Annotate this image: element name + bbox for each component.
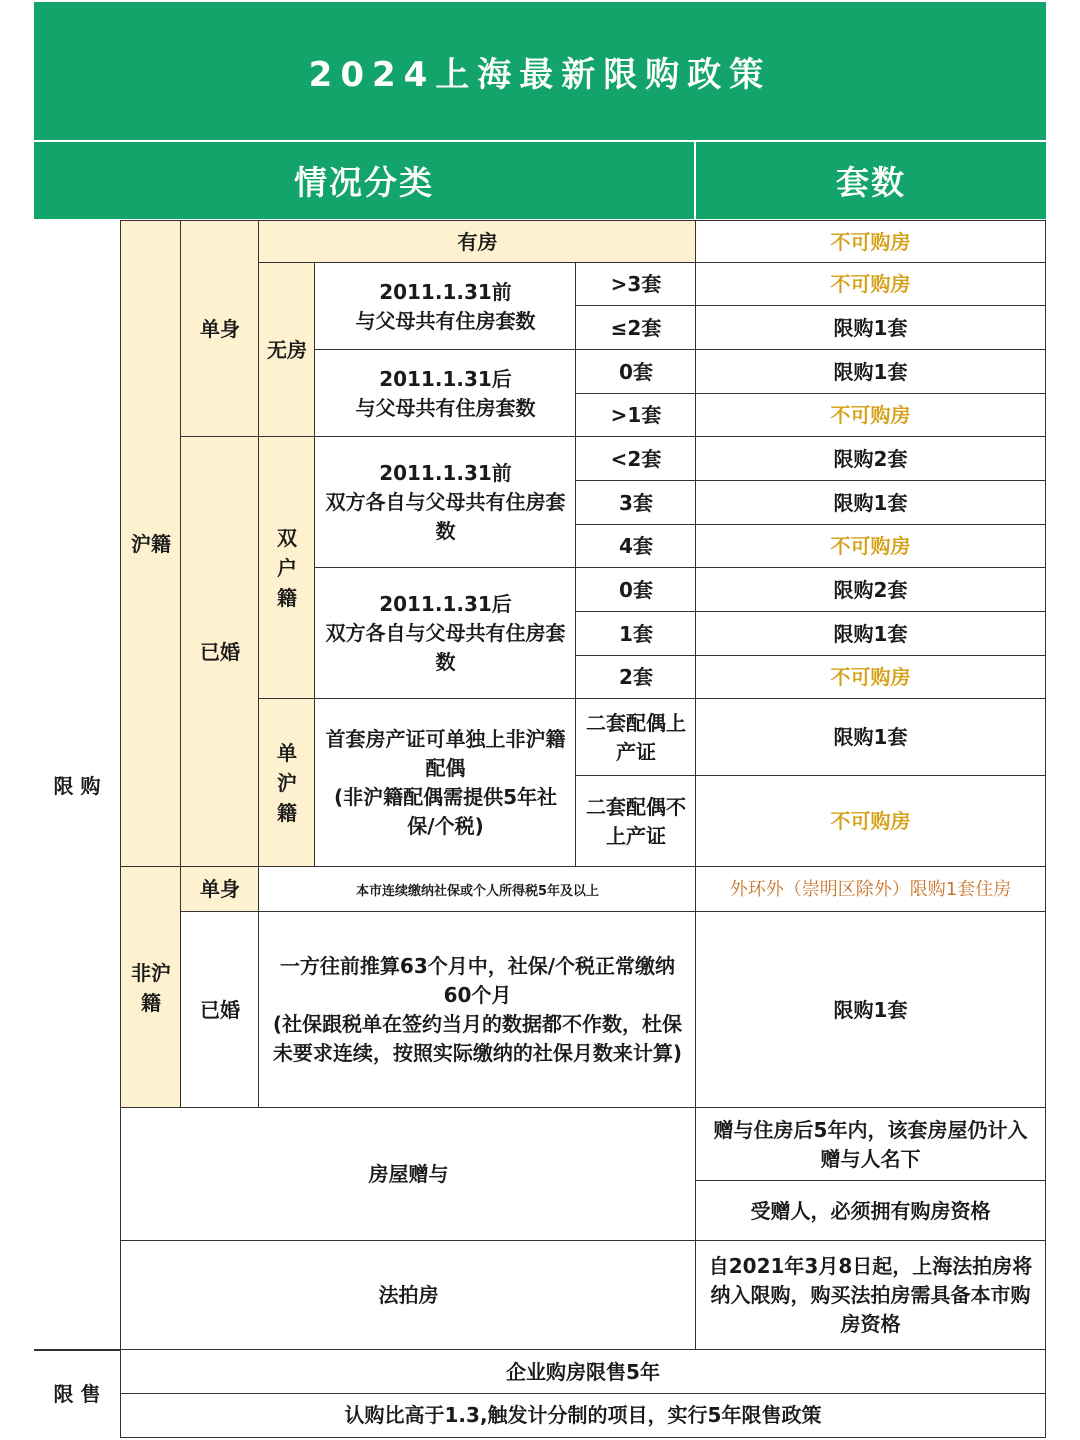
result-cell: 不可购房 bbox=[695, 393, 1046, 438]
header-category: 情况分类 bbox=[34, 142, 694, 219]
result-cell: 限购1套 bbox=[695, 911, 1046, 1109]
danshen-cell: 单身 bbox=[180, 220, 260, 438]
count-cell: 0套 bbox=[575, 567, 697, 613]
count-cell: >1套 bbox=[575, 393, 697, 438]
result-cell: 不可购房 bbox=[695, 775, 1046, 868]
count-cell: 二套配偶不上产证 bbox=[575, 775, 697, 868]
result-cell: 限购2套 bbox=[695, 436, 1046, 482]
result-cell: 限购1套 bbox=[695, 698, 1046, 777]
condition-feihuji-married: 一方往前推算63个月中，社保/个税正常缴纳60个月 (社保跟税单在签约当月的数据都不作数，杜保未要求连续，按照实际缴纳的社保月数来计算) bbox=[258, 911, 697, 1109]
header-count: 套数 bbox=[696, 142, 1046, 219]
count-cell: 二套配偶上产证 bbox=[575, 698, 697, 777]
count-cell: 0套 bbox=[575, 349, 697, 395]
resale-rule-2: 认购比高于1.3,触发计分制的项目，实行5年限售政策 bbox=[120, 1393, 1046, 1438]
result-cell: 限购1套 bbox=[695, 305, 1046, 351]
result-cell: 不可购房 bbox=[695, 524, 1046, 569]
resale-rule-1: 企业购房限售5年 bbox=[120, 1349, 1046, 1395]
gift-label: 房屋赠与 bbox=[120, 1107, 697, 1242]
count-cell: 3套 bbox=[575, 480, 697, 526]
feihuji-cell: 非沪籍 bbox=[120, 866, 182, 1109]
condition-feihuji-single: 本市连续缴纳社保或个人所得税5年及以上 bbox=[258, 866, 697, 913]
feihuji-danshen-cell: 单身 bbox=[180, 866, 260, 913]
shuanghuji-cell: 双户籍 bbox=[258, 436, 316, 700]
danhuji-cell: 单沪籍 bbox=[258, 698, 316, 868]
result-cell: 不可购房 bbox=[695, 220, 1046, 264]
section-divider bbox=[34, 1349, 124, 1351]
gift-rule-2: 受赠人，必须拥有购房资格 bbox=[695, 1180, 1046, 1242]
result-cell: 外环外（崇明区除外）限购1套住房 bbox=[695, 866, 1046, 913]
result-cell: 限购1套 bbox=[695, 349, 1046, 395]
page-title: 2024上海最新限购政策 bbox=[34, 2, 1046, 140]
auction-rule: 自2021年3月8日起，上海法拍房将纳入限购，购买法拍房需具备本市购房资格 bbox=[695, 1240, 1046, 1351]
result-cell: 不可购房 bbox=[695, 262, 1046, 307]
count-cell: >3套 bbox=[575, 262, 697, 307]
result-cell: 限购2套 bbox=[695, 567, 1046, 613]
condition-after-married: 2011.1.31后 双方各自与父母共有住房套数 bbox=[314, 567, 577, 700]
section-xiangou-label: 限 购 bbox=[53, 773, 101, 798]
condition-before-married: 2011.1.31前 双方各自与父母共有住房套数 bbox=[314, 436, 577, 569]
result-cell: 不可购房 bbox=[695, 655, 1046, 700]
yihun-cell: 已婚 bbox=[180, 436, 260, 868]
auction-label: 法拍房 bbox=[120, 1240, 697, 1351]
count-cell: 4套 bbox=[575, 524, 697, 569]
wufang-cell: 无房 bbox=[258, 262, 316, 438]
condition-danhuji: 首套房产证可单独上非沪籍配偶 (非沪籍配偶需提供5年社保/个税) bbox=[314, 698, 577, 868]
count-cell: ≤2套 bbox=[575, 305, 697, 351]
feihuji-yihun-cell: 已婚 bbox=[180, 911, 260, 1109]
youfang-cell: 有房 bbox=[258, 220, 697, 264]
condition-after-single: 2011.1.31后 与父母共有住房套数 bbox=[314, 349, 577, 438]
result-cell: 限购1套 bbox=[695, 480, 1046, 526]
section-xianshou-label: 限 售 bbox=[53, 1381, 101, 1406]
count-cell: <2套 bbox=[575, 436, 697, 482]
count-cell: 2套 bbox=[575, 655, 697, 700]
gift-rule-1: 赠与住房后5年内，该套房屋仍计入赠与人名下 bbox=[695, 1107, 1046, 1182]
condition-before-single: 2011.1.31前 与父母共有住房套数 bbox=[314, 262, 577, 351]
count-cell: 1套 bbox=[575, 611, 697, 657]
result-cell: 限购1套 bbox=[695, 611, 1046, 657]
huji-cell: 沪籍 bbox=[120, 220, 182, 868]
